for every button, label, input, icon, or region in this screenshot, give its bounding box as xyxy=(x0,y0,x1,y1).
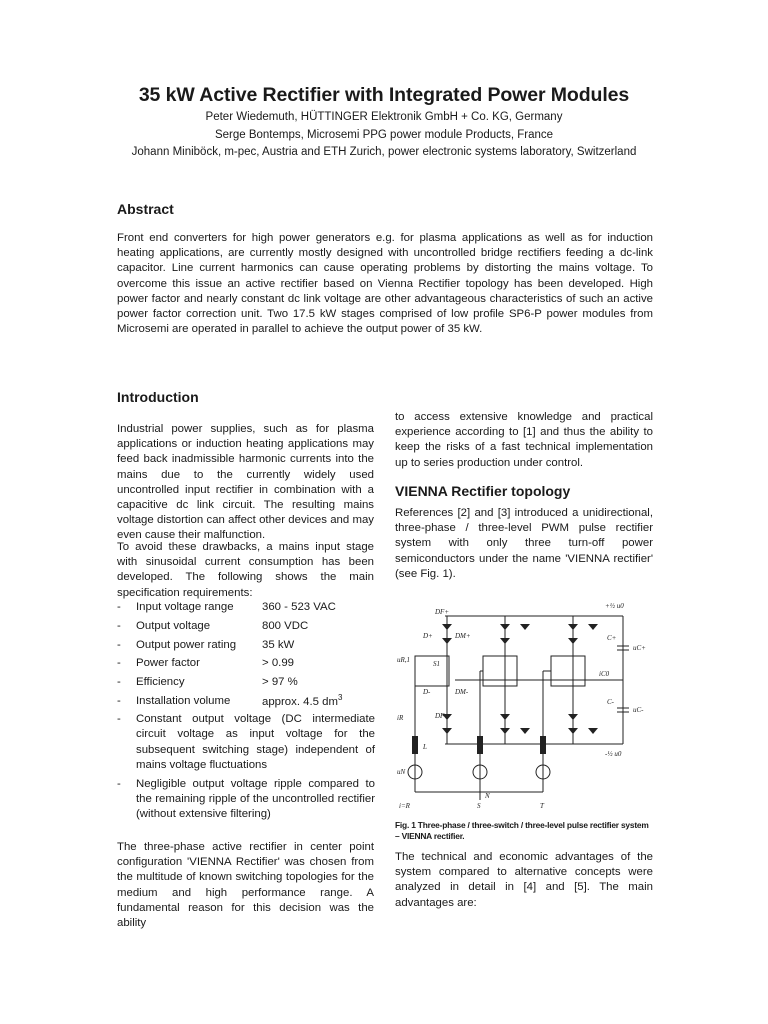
label-dm-plus: DM+ xyxy=(455,632,471,640)
requirement-row xyxy=(117,617,375,636)
list-dash: - xyxy=(117,638,121,651)
vienna-paragraph-1: References [2] and [3] introduced a unidirectional, three-phase / three-level PWM pulse rectifier system with only three turn-off power semiconductors under the name 'VIENNA rectifier' (see Fig. 1). xyxy=(395,507,653,580)
abstract-text: Front end converters for high power generators e.g. for plasma applications as well as for induction heating applications, are currently mostly designed with uncontrolled bridge rectifiers feeding a dc-link capacitor. Line current harmonics can cause operating problems by distorting the mains voltage. To overcome this issue an active rectifier based on Vienna Rectifier topology has been developed. High power factor and nearly constant dc link voltage are other advantageous characteristics of such an active power factor correction unit. Two 17.5 kW stages comprised of low profile SP6-P power modules from Microsemi are operated in parallel to achieve the output power of 35 kW. xyxy=(117,232,653,336)
requirement-note xyxy=(117,777,375,823)
label-s1: S1 xyxy=(433,660,440,668)
label-d-plus: D+ xyxy=(423,632,433,640)
label-bottom-voltage: -½ u0 xyxy=(605,750,622,758)
paper-title: 35 kW Active Rectifier with Integrated Power Modules xyxy=(138,84,630,106)
intro-paragraph-3: The three-phase active rectifier in center point configuration 'VIENNA Rectifier' was chosen from the multitude of known switching topologies for the medium and high performance range. A fundamental reason for this decision was the ability xyxy=(117,841,374,930)
superscript: 3 xyxy=(337,693,343,703)
list-dash: - xyxy=(117,620,121,633)
label-ic0: iC0 xyxy=(599,670,610,678)
author-line-1: Peter Wiedemuth, HÜTTINGER Elektronik GmbH + Co. KG, Germany xyxy=(205,111,563,123)
requirement-label: Power factor xyxy=(136,657,200,670)
requirements-list xyxy=(117,598,375,823)
label-d-minus: D- xyxy=(423,688,431,696)
label-dm-minus: DM- xyxy=(455,688,469,696)
label-n: N xyxy=(485,792,490,800)
requirement-row xyxy=(117,598,375,617)
requirement-row xyxy=(117,654,375,673)
vienna-rectifier-schematic xyxy=(395,596,653,810)
requirement-note-text: Negligible output voltage ripple compared to the remaining ripple of the uncontrolled rectifier (without extensive filtering) xyxy=(136,777,375,821)
list-dash: - xyxy=(117,676,121,689)
requirement-label: Input voltage range xyxy=(136,601,234,614)
list-dash: - xyxy=(117,694,121,707)
requirement-note-text: Constant output voltage (DC intermediate circuit voltage as input voltage for the subsequent switching stage) independent of mains voltage fluctuations xyxy=(136,713,375,771)
requirement-value: > 0.99 xyxy=(262,657,294,670)
requirement-label: Installation volume xyxy=(136,694,231,707)
requirement-value xyxy=(262,693,375,708)
label-df-plus: DF+ xyxy=(435,608,450,616)
label-un: uN xyxy=(397,768,406,776)
requirement-row xyxy=(117,673,375,692)
requirement-label: Efficiency xyxy=(136,676,185,689)
author-line-2: Serge Bontemps, Microsemi PPG power module Products, France xyxy=(214,129,554,141)
label-top-voltage: +½ u0 xyxy=(605,602,624,610)
list-dash: - xyxy=(117,713,121,726)
requirement-row xyxy=(117,691,375,710)
intro-paragraph-2: To avoid these drawbacks, a mains input stage with sinusoidal current consumption has been developed. The following shows the main specification requirements: xyxy=(117,541,374,599)
introduction-heading: Introduction xyxy=(117,389,199,405)
list-dash: - xyxy=(117,777,121,790)
label-uc-minus: uC- xyxy=(633,706,644,714)
label-df-minus: DF- xyxy=(435,712,447,720)
requirement-value: 800 VDC xyxy=(262,620,309,633)
intro-paragraph-1: Industrial power supplies, such as for plasma applications or induction heating applications may feed back inadmissible harmonic currents into the mains due to the currently widely used uncontrolled input rectifier in combination with a capacitive dc link circuit. The resulting mains voltage distortion can affect other devices and may even cause their malfunction. xyxy=(117,423,374,542)
label-phase-r: i=R xyxy=(399,802,410,810)
requirement-label: Output voltage xyxy=(136,620,211,633)
requirement-value-text: approx. 4.5 dm xyxy=(262,696,338,709)
requirement-value: > 97 % xyxy=(262,676,298,689)
label-c-plus: C+ xyxy=(607,634,617,642)
label-phase-t: T xyxy=(540,802,544,810)
label-ir: iR xyxy=(397,714,404,722)
requirement-row xyxy=(117,635,375,654)
label-phase-s: S xyxy=(477,802,481,810)
requirement-label: Output power rating xyxy=(136,638,237,651)
author-line-3: Johann Miniböck, m-pec, Austria and ETH Zurich, power electronic systems laboratory, Switzerland xyxy=(131,146,637,158)
label-c-minus: C- xyxy=(607,698,614,706)
vienna-paragraph-2: The technical and economic advantages of the system compared to alternative concepts were analyzed in detail in [4] and [5]. The main advantages are: xyxy=(395,851,653,909)
label-ur1: uR,1 xyxy=(397,656,411,664)
list-dash: - xyxy=(117,601,121,614)
list-dash: - xyxy=(117,657,121,670)
figure-caption: Fig. 1 Three-phase / three-switch / three-level pulse rectifier system – VIENNA rectifier. xyxy=(395,820,649,841)
requirement-value: 35 kW xyxy=(262,638,295,651)
requirement-note xyxy=(117,712,375,773)
abstract-heading: Abstract xyxy=(117,201,174,217)
requirement-value: 360 - 523 VAC xyxy=(262,601,336,614)
label-inductor: L xyxy=(423,743,427,751)
label-uc-plus: uC+ xyxy=(633,644,646,652)
vienna-heading: VIENNA Rectifier topology xyxy=(395,483,571,499)
intro-paragraph-4: to access extensive knowledge and practical experience according to [1] and thus the ability to keep the risks of a fast technical implementation up to series production under control. xyxy=(395,411,653,469)
